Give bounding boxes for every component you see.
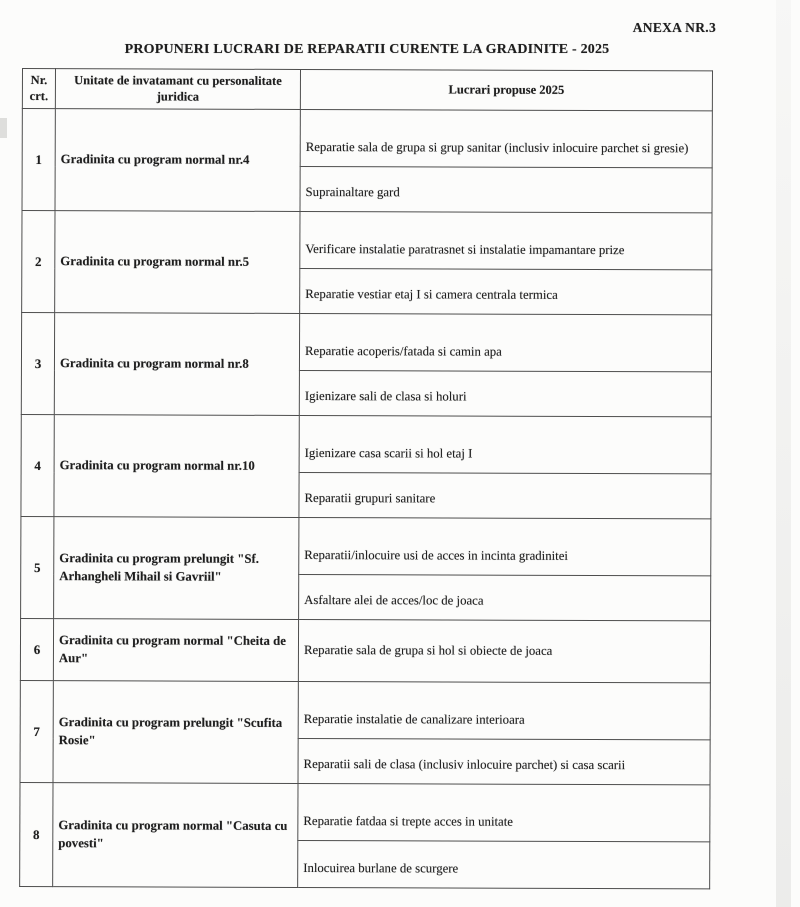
work-item: Reparatii sali de clasa (inclusiv inlocuire parchet) si casa scarii (298, 738, 710, 784)
unit-name: Gradinita cu program normal nr.10 (54, 415, 299, 518)
unit-name: Gradinita cu program normal nr.5 (55, 211, 300, 314)
work-item: Reparatie fatdaa si trepte acces in unitate (298, 783, 710, 841)
header-nr-crt: Nr. crt. (22, 69, 55, 109)
row-number: 7 (20, 680, 53, 782)
page-title: PROPUNERI LUCRARI DE REPARATII CURENTE LA GRADINITE - 2025 (124, 42, 610, 57)
work-item: Reparatie instalatie de canalizare interioara (298, 681, 710, 739)
table-row (20, 680, 710, 739)
table-row (22, 109, 712, 168)
unit-name: Gradinita cu program normal "Casuta cu povesti" (53, 783, 298, 888)
work-item: Reparatie vestiar etaj I si camera centrala termica (300, 268, 712, 314)
row-number: 2 (22, 211, 55, 313)
table-row (21, 414, 711, 473)
table-row (22, 211, 712, 270)
work-item: Igienizare casa scarii si hol etaj I (299, 415, 711, 473)
scan-noise (0, 118, 7, 138)
proposals-table (19, 68, 713, 889)
work-item: Reparatie acoperis/fatada si camin apa (299, 313, 711, 371)
row-number: 3 (21, 313, 54, 415)
work-item: Reparatii grupuri sanitare (299, 472, 711, 518)
unit-name: Gradinita cu program prelungit "Sf. Arhangheli Mihail si Gavriil" (54, 517, 299, 620)
work-item: Asfaltare alei de acces/loc de joaca (299, 574, 711, 620)
work-item: Verificare instalatie paratrasnet si instalatie impamantare prize (300, 211, 712, 269)
scan-edge-shadow (776, 0, 791, 907)
header-works: Lucrari propuse 2025 (300, 69, 712, 110)
header-row (22, 69, 712, 111)
row-number: 8 (20, 782, 53, 886)
annex-label: ANEXA NR.3 (632, 20, 716, 35)
row-number: 6 (20, 618, 53, 680)
row-number: 1 (22, 109, 55, 211)
row-number: 5 (21, 516, 54, 618)
row-number: 4 (21, 414, 54, 516)
table-header (22, 69, 712, 111)
work-item: Igienizare sali de clasa si holuri (299, 370, 711, 416)
proposals-table-wrapper (19, 68, 712, 889)
table-row (21, 516, 711, 575)
unit-name: Gradinita cu program normal nr.4 (55, 109, 300, 212)
work-item: Suprainaltare gard (300, 166, 712, 212)
unit-name: Gradinita cu program normal "Cheita de Aur" (53, 619, 298, 682)
work-item: Inlocuirea burlane de scurgere (298, 840, 710, 888)
work-item: Reparatii/inlocuire usi de acces in incinta gradinitei (299, 517, 711, 575)
table-body (20, 109, 713, 889)
table-row (21, 313, 711, 372)
work-item: Reparatie sala de grupa si grup sanitar (inclusiv inlocuire parchet si gresie) (300, 109, 712, 167)
table-row (20, 618, 710, 682)
header-unit: Unitate de invatamant cu personalitate juridica (55, 69, 300, 110)
unit-name: Gradinita cu program normal nr.8 (54, 313, 299, 416)
work-item: Reparatie sala de grupa si hol si obiecte de joaca (298, 619, 710, 682)
unit-name: Gradinita cu program prelungit "Scufita Rosie" (53, 681, 298, 784)
table-row (20, 782, 710, 841)
